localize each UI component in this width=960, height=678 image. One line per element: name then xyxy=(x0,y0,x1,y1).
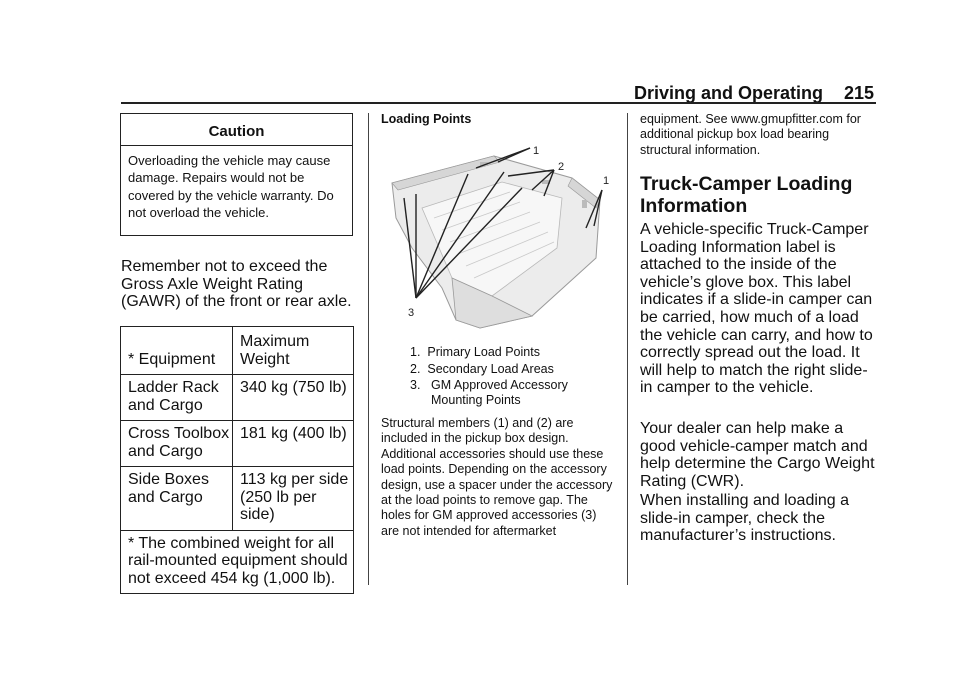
dealer-paragraph: Your dealer can help make a good vehicle-camper match and help determine the Cargo Weight Rating (CWR). xyxy=(640,420,875,490)
caption-number: 3. xyxy=(410,378,421,392)
caption-number: 1. xyxy=(410,345,421,359)
loading-points-title: Loading Points xyxy=(381,112,472,126)
table-footnote-row xyxy=(121,530,354,594)
callout-3: 3 xyxy=(408,307,415,319)
structural-members-paragraph: Structural members (1) and (2) are included in the pickup box design. Additional accessories should use these load points. Depending on the accessory design, use a spacer under the accessory at the load points to remove gap. The holes for GM approved accessories (3) are not intended for aftermarket xyxy=(381,416,613,538)
table-footnote: * The combined weight for all rail-mounted equipment should not exceed 454 kg (1,000 lb). xyxy=(121,530,354,594)
caption-text: Secondary Load Areas xyxy=(427,362,554,376)
callout-1-top: 1 xyxy=(533,145,540,157)
label-paragraph: A vehicle-specific Truck-Camper Loading Information label is attached to the inside of the vehicle’s glove box. This label indicates if a slide-in camper can be carried, how much of a load the vehicle can carry, and how to correctly spread out the load. It will help to match the right slide-in camper to the vehicle. xyxy=(640,221,873,397)
installing-paragraph: When installing and loading a slide-in camper, check the manufacturer’s instructions. xyxy=(640,492,850,545)
weight-cell: 340 kg (750 lb) xyxy=(233,375,354,421)
gawr-paragraph: Remember not to exceed the Gross Axle Weight Rating (GAWR) of the front or rear axle. xyxy=(121,258,352,310)
equipment-cell: Side Boxes and Cargo xyxy=(121,467,233,531)
table-row xyxy=(121,375,354,421)
column-divider-left xyxy=(368,113,369,585)
continued-paragraph: equipment. See www.gmupfitter.com for additional pickup box load bearing structural information. xyxy=(640,112,861,157)
caution-body: Overloading the vehicle may cause damage. Repairs would not be covered by the vehicle warranty. Do not overload the vehicle. xyxy=(128,153,334,220)
page-number: 215 xyxy=(844,83,875,103)
equipment-cell: Ladder Rack and Cargo xyxy=(121,375,233,421)
weight-cell: 181 kg (400 lb) xyxy=(233,421,354,467)
caption-item xyxy=(410,345,610,360)
callout-2: 2 xyxy=(558,161,565,173)
header-equipment: * Equipment xyxy=(121,327,233,375)
section-title: Driving and Operating xyxy=(634,83,824,103)
table-row xyxy=(121,421,354,467)
header-maximum-weight: Maximum Weight xyxy=(233,327,354,375)
caption-item xyxy=(410,378,610,407)
pickup-box-illustration xyxy=(382,138,612,333)
table-header-row xyxy=(121,327,354,375)
caution-divider xyxy=(121,145,352,146)
caption-number: 2. xyxy=(410,362,421,376)
equipment-cell: Cross Toolbox and Cargo xyxy=(121,421,233,467)
truck-camper-heading: Truck-Camper Loading Information xyxy=(640,173,853,217)
caption-text: GM Approved Accessory Mounting Points xyxy=(431,378,568,407)
callout-1-right: 1 xyxy=(603,175,610,187)
table-row xyxy=(121,467,354,531)
header-rule xyxy=(121,102,876,104)
equipment-weight-table xyxy=(120,326,354,594)
weight-cell: 113 kg per side (250 lb per side) xyxy=(233,467,354,531)
caution-title: Caution xyxy=(208,123,265,140)
caution-box xyxy=(120,113,353,236)
column-divider-right xyxy=(627,113,628,585)
caption-text: Primary Load Points xyxy=(427,345,540,359)
caption-item xyxy=(410,362,610,377)
